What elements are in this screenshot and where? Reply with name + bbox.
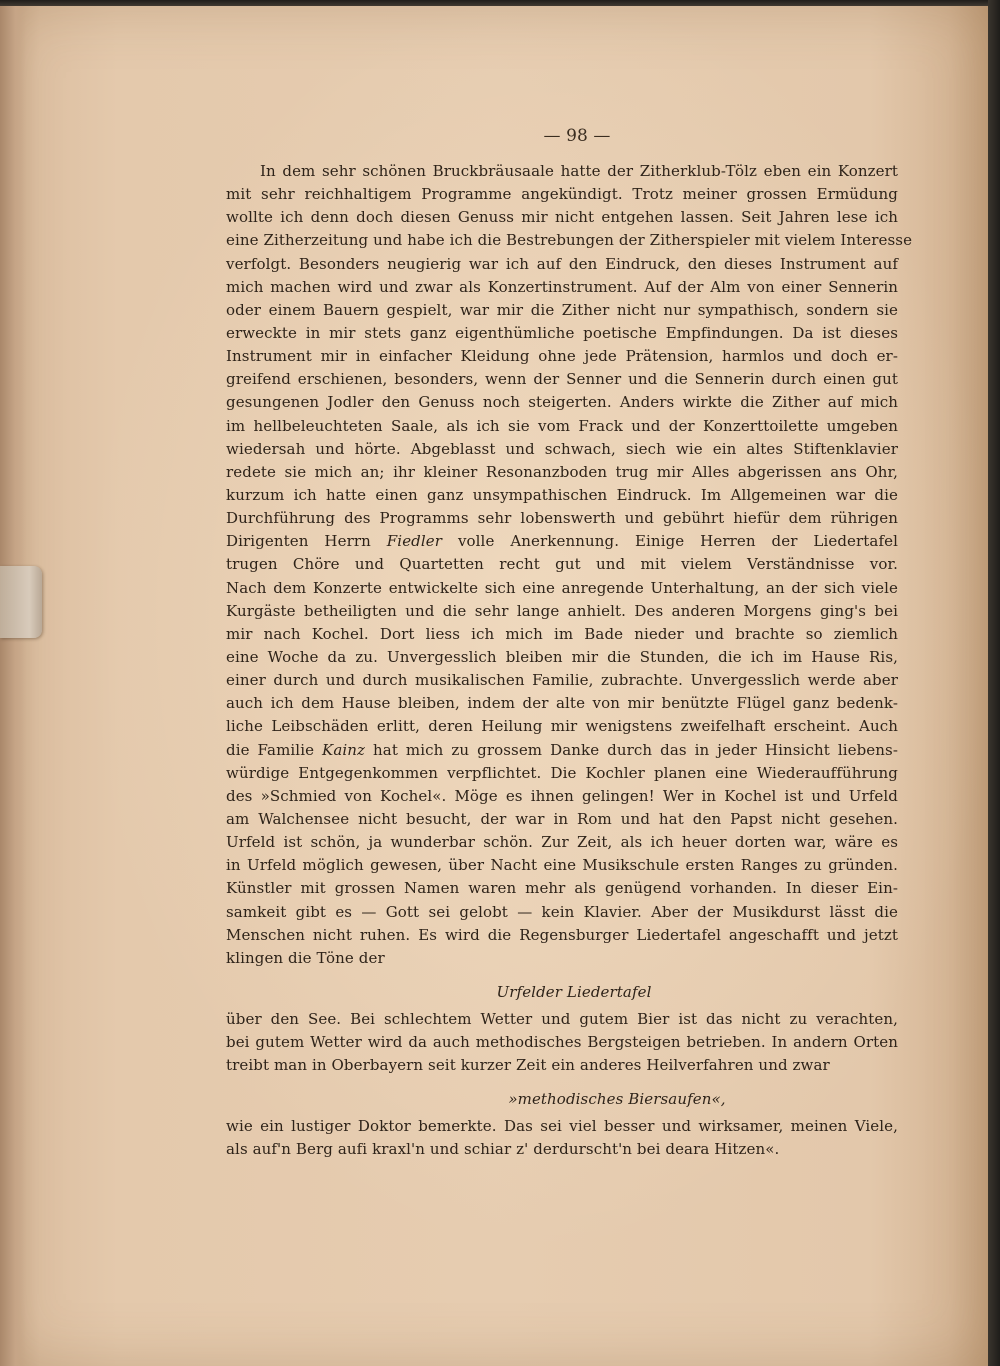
text-line: Menschen nicht ruhen. Es wird die Regensburger Liedertafel angeschafft und jetzt xyxy=(226,925,898,944)
text-segment: die Familie xyxy=(226,740,323,759)
text-line: Nach dem Konzerte entwickelte sich eine anregende Unterhaltung, an der sich viele xyxy=(226,578,898,597)
text-line: In dem sehr schönen Bruckbräusaale hatte der Zitherklub-Tölz eben ein Konzert xyxy=(260,162,898,180)
text-line: des »Schmied von Kochel«. Möge es ihnen gelingen! Wer in Kochel ist und Urfeld xyxy=(226,786,898,805)
text-line: Kurgäste betheiligten und die sehr lange anhielt. Des anderen Morgens ging's bei xyxy=(226,601,898,620)
text-line: treibt man in Oberbayern seit kurzer Zeit ein anderes Heilverfahren und zwar xyxy=(226,1056,830,1075)
text-segment: Dirigenten Herrn xyxy=(226,532,387,551)
paragraph-3 xyxy=(226,1115,898,1161)
text-line: wollte ich denn doch diesen Genuss mir nicht entgehen lassen. Seit Jahren lese ich xyxy=(226,208,898,227)
text-line: klingen die Töne der xyxy=(226,948,385,967)
bookmark-tab xyxy=(0,566,42,638)
centered-heading-biersaufen: »methodisches Biersaufen«, xyxy=(508,1090,726,1109)
text-line: bei gutem Wetter wird da auch methodisches Bergsteigen betrieben. In andern Orten xyxy=(226,1033,898,1052)
text-line-fiedler xyxy=(226,530,898,553)
text-line: mit sehr reichhaltigem Programme angekündigt. Trotz meiner grossen Ermüdung xyxy=(226,185,898,204)
text-line: Künstler mit grossen Namen waren mehr als genügend vorhanden. In dieser Ein- xyxy=(226,879,898,898)
text-line: mir nach Kochel. Dort liess ich mich im Bade nieder und brachte so ziemlich xyxy=(226,624,898,643)
text-line-kainz xyxy=(226,739,898,762)
text-line: erweckte in mir stets ganz eigenthümliche poetische Empfindungen. Da ist dieses xyxy=(226,323,898,342)
text-line: wiedersah und hörte. Abgeblasst und schwach, siech wie ein altes Stiftenklavier xyxy=(226,439,898,458)
text-segment: volle Anerkennung. Einige Herren der Liedertafel xyxy=(442,532,898,551)
text-line: im hellbeleuchteten Saale, als ich sie vom Frack und der Konzerttoilette umgeben xyxy=(226,416,898,435)
text-line: samkeit gibt es — Gott sei gelobt — kein Klavier. Aber der Musikdurst lässt die xyxy=(226,902,898,921)
text-segment: hat mich zu grossem Danke durch das in jeder Hinsicht liebens- xyxy=(365,740,898,759)
text-line: greifend erschienen, besonders, wenn der Senner und die Sennerin durch einen gut xyxy=(226,370,898,389)
text-line: Durchführung des Programms sehr lobenswerth und gebührt hiefür dem rührigen xyxy=(226,509,898,528)
text-line: als auf'n Berg aufi kraxl'n und schiar z' derdurscht'n bei deara Hitzen«. xyxy=(226,1140,780,1159)
text-line: am Walchensee nicht besucht, der war in Rom und hat den Papst nicht gesehen. xyxy=(226,809,898,828)
text-line: über den See. Bei schlechtem Wetter und gutem Bier ist das nicht zu verachten, xyxy=(226,1009,898,1028)
text-line: Instrument mir in einfacher Kleidung ohne jede Prätension, harmlos und doch er- xyxy=(226,347,898,366)
page-gutter xyxy=(0,6,26,1366)
text-line: Urfeld ist schön, ja wunderbar schön. Zur Zeit, als ich heuer dorten war, wäre es xyxy=(226,833,898,852)
name-fiedler: Fiedler xyxy=(386,532,443,551)
text-line: oder einem Bauern gespielt, war mir die Zither nicht nur sympathisch, sondern sie xyxy=(226,300,898,319)
centered-heading-urfelder: Urfelder Liedertafel xyxy=(496,982,652,1001)
text-line: auch ich dem Hause bleiben, indem der alte von mir benützte Flügel ganz bedenk- xyxy=(226,694,898,713)
text-line: liche Leibschäden erlitt, deren Heilung mir wenigstens zweifelhaft erscheint. Auch xyxy=(226,717,898,736)
name-kainz: Kainz xyxy=(322,740,366,759)
text-line: verfolgt. Besonders neugierig war ich auf den Eindruck, den dieses Instrument auf xyxy=(226,254,898,273)
text-line: einer durch und durch musikalischen Familie, zubrachte. Unvergesslich werde aber xyxy=(226,671,898,690)
text-line: würdige Entgegenkommen verpflichtet. Die Kochler planen eine Wiederaufführung xyxy=(226,763,898,782)
page-number: — 98 — xyxy=(543,126,611,146)
text-line: gesungenen Jodler den Genuss noch steigerten. Anders wirkte die Zither auf mich xyxy=(226,393,898,412)
text-line: eine Woche da zu. Unvergesslich bleiben mir die Stunden, die ich im Hause Ris, xyxy=(226,647,898,666)
text-line: wie ein lustiger Doktor bemerkte. Das sei viel besser und wirksamer, meinen Viele, xyxy=(226,1117,898,1136)
right-edge xyxy=(988,0,1000,1366)
text-line: in Urfeld möglich gewesen, über Nacht eine Musikschule ersten Ranges zu gründen. xyxy=(226,856,898,875)
paragraph-2 xyxy=(226,1008,898,1077)
paragraph-1 xyxy=(226,160,913,970)
text-line: mich machen wird und zwar als Konzertinstrument. Auf der Alm von einer Sennerin xyxy=(226,277,898,296)
text-line: kurzum ich hatte einen ganz unsympathischen Eindruck. Im Allgemeinen war die xyxy=(226,485,898,504)
text-line: eine Zitherzeitung und habe ich die Bestrebungen der Zitherspieler mit vielem Interesse xyxy=(226,231,913,250)
text-line: redete sie mich an; ihr kleiner Resonanzboden trug mir Alles abgerissen ans Ohr, xyxy=(226,462,898,481)
text-line: trugen Chöre und Quartetten recht gut und mit vielem Verständnisse vor. xyxy=(226,555,898,574)
page-text xyxy=(226,126,913,1162)
book-page xyxy=(0,6,988,1366)
